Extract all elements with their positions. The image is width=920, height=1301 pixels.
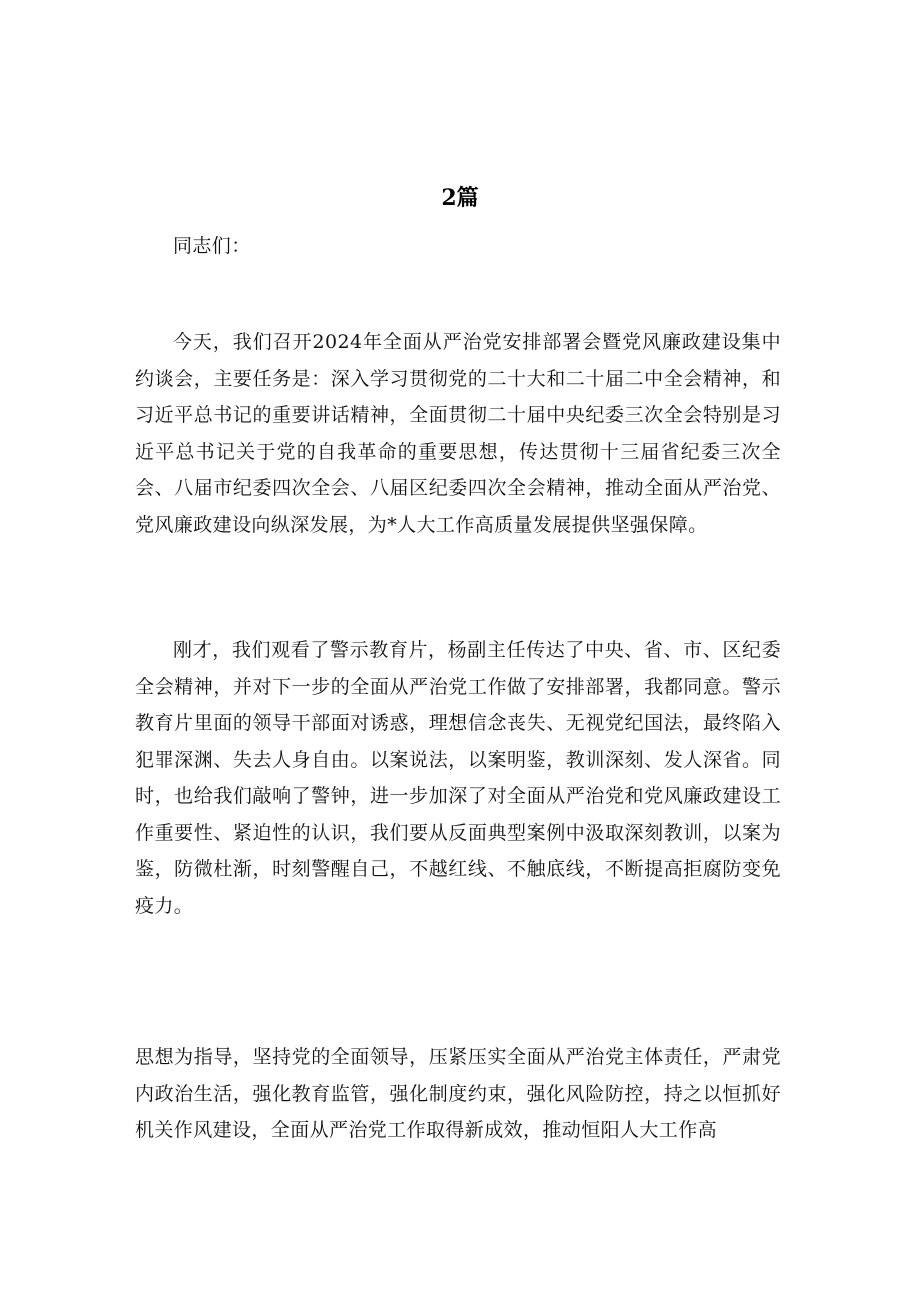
body-paragraph-3: 思想为指导，坚持党的全面领导，压紧压实全面从严治党主体责任，严肃党内政治生活，强化教育监管，强化制度约束，强化风险防控，持之以恒抓好机关作风建设，全面从严治党工作取得新成效，推动恒阳人大工作高 xyxy=(135,1046,781,1141)
body-paragraph-1: 今天，我们召开2024年全面从严治党安排部署会暨党风廉政建设集中约谈会，主要任务是：深入学习贯彻党的二十大和二十届二中全会精神，和习近平总书记的重要讲话精神，全面贯彻二十届中央纪委三次全会特别是习近平总书记关于党的自我革命的重要思想，传达贯彻十三届省纪委三次全会、八届市纪委四次全会、八届区纪委四次全会精神，推动全面从严治党、党风廉政建设向纵深发展，为*人大工作高质量发展提供坚强保障。 xyxy=(135,331,781,536)
greeting-paragraph: 同志们： xyxy=(173,235,251,257)
body-paragraph-2: 刚才，我们观看了警示教育片，杨副主任传达了中央、省、市、区纪委全会精神，并对下一步的全面从严治党工作做了安排部署，我都同意。警示教育片里面的领导干部面对诱惑，理想信念丧失、无视党纪国法，最终陷入犯罪深渊、失去人身自由。以案说法，以案明鉴，教训深刻、发人深省。同时，也给我们敲响了警钟，进一步加深了对全面从严治党和党风廉政建设工作重要性、紧迫性的认识，我们要从反面典型案例中汲取深刻教训，以案为鉴，防微杜渐，时刻警醒自己，不越红线、不触底线，不断提高拒腐防变免疫力。 xyxy=(135,639,781,917)
document-title: 2篇 xyxy=(441,185,479,211)
